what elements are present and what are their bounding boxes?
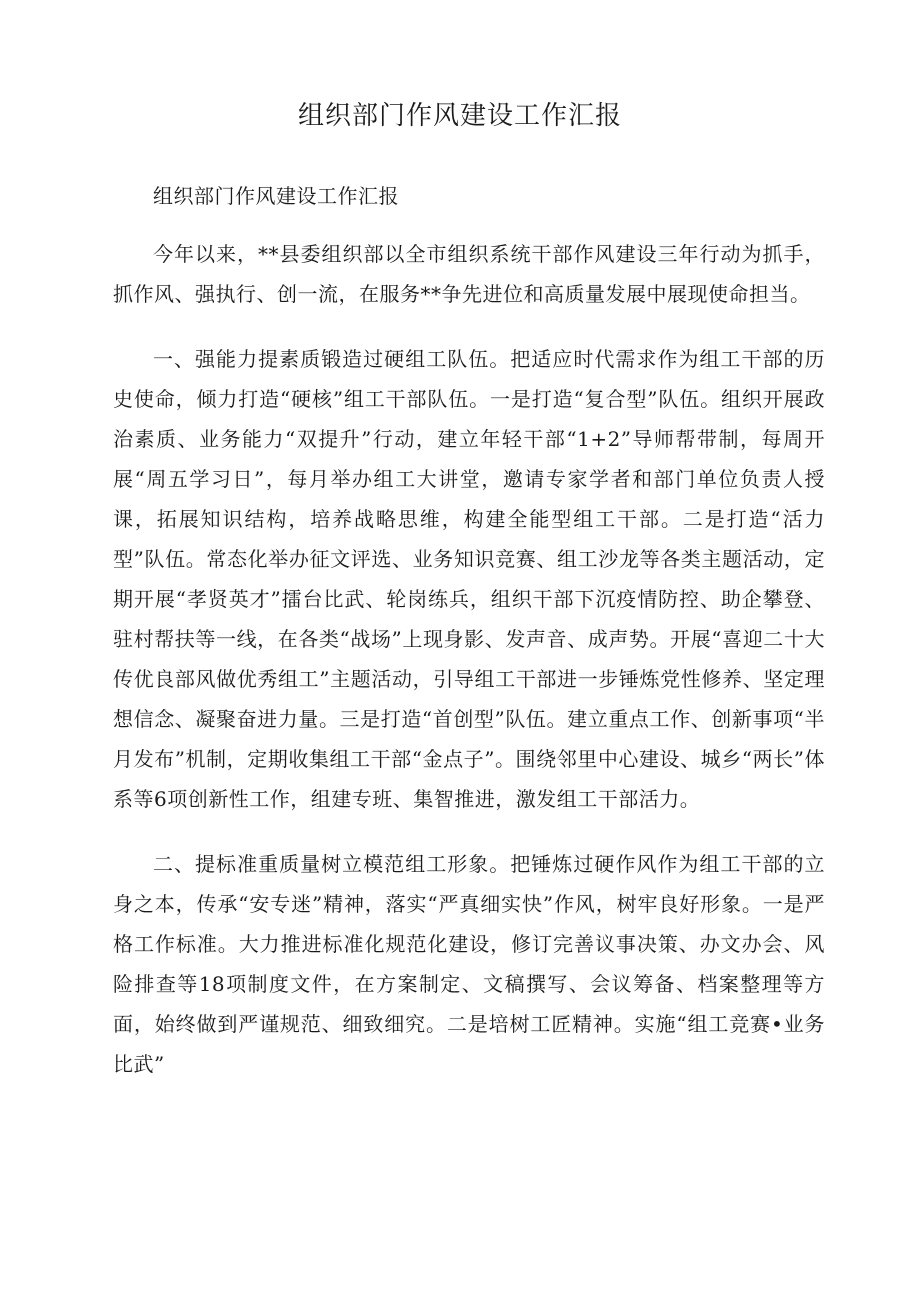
intro-paragraph: 今年以来，**县委组织部以全市组织系统干部作风建设三年行动为抓手，抓作风、强执行、创一流，在服务**争先进位和高质量发展中展现使命担当。 [113,242,825,306]
document-title: 组织部门作风建设工作汇报 [297,101,622,131]
section-two-paragraph: 二、提标准重质量树立模范组工形象。把锤炼过硬作风作为组工干部的立身之本，传承“安专迷”精神，落实“严真细实快”作风，树牢良好形象。一是严格工作标准。大力推进标准化规范化建设，修订完善议事决策、办文办会、风险排查等18项制度文件，在方案制定、文稿撰写、会议筹备、档案整理等方面，始终做到严谨规范、细致细究。二是培树工匠精神。实施“组工竞赛•业务比武” [113,852,825,1076]
document-body [113,176,825,1109]
document-subtitle: 组织部门作风建设工作汇报 [153,184,399,208]
section-one-paragraph: 一、强能力提素质锻造过硬组工队伍。把适应时代需求作为组工干部的历史使命，倾力打造“硬核”组工干部队伍。一是打造“复合型”队伍。组织开展政治素质、业务能力“双提升”行动，建立年轻干部“1+2”导师帮带制，每周开展“周五学习日”，每月举办组工大讲堂，邀请专家学者和部门单位负责人授课，拓展知识结构，培养战略思维，构建全能型组工干部。二是打造“活力型”队伍。常态化举办征文评选、业务知识竞赛、组工沙龙等各类主题活动，定期开展“孝贤英才”擂台比武、轮岗练兵，组织干部下沉疫情防控、助企攀登、驻村帮扶等一线，在各类“战场”上现身影、发声音、成声势。开展“喜迎二十大传优良部风做优秀组工”主题活动，引导组工干部进一步锤炼党性修养、坚定理想信念、凝聚奋进力量。三是打造“首创型”队伍。建立重点工作、创新事项“半月发布”机制，定期收集组工干部“金点子”。围绕邻里中心建设、城乡“两长”体系等6项创新性工作，组建专班、集智推进，激发组工干部活力。 [113,347,825,811]
